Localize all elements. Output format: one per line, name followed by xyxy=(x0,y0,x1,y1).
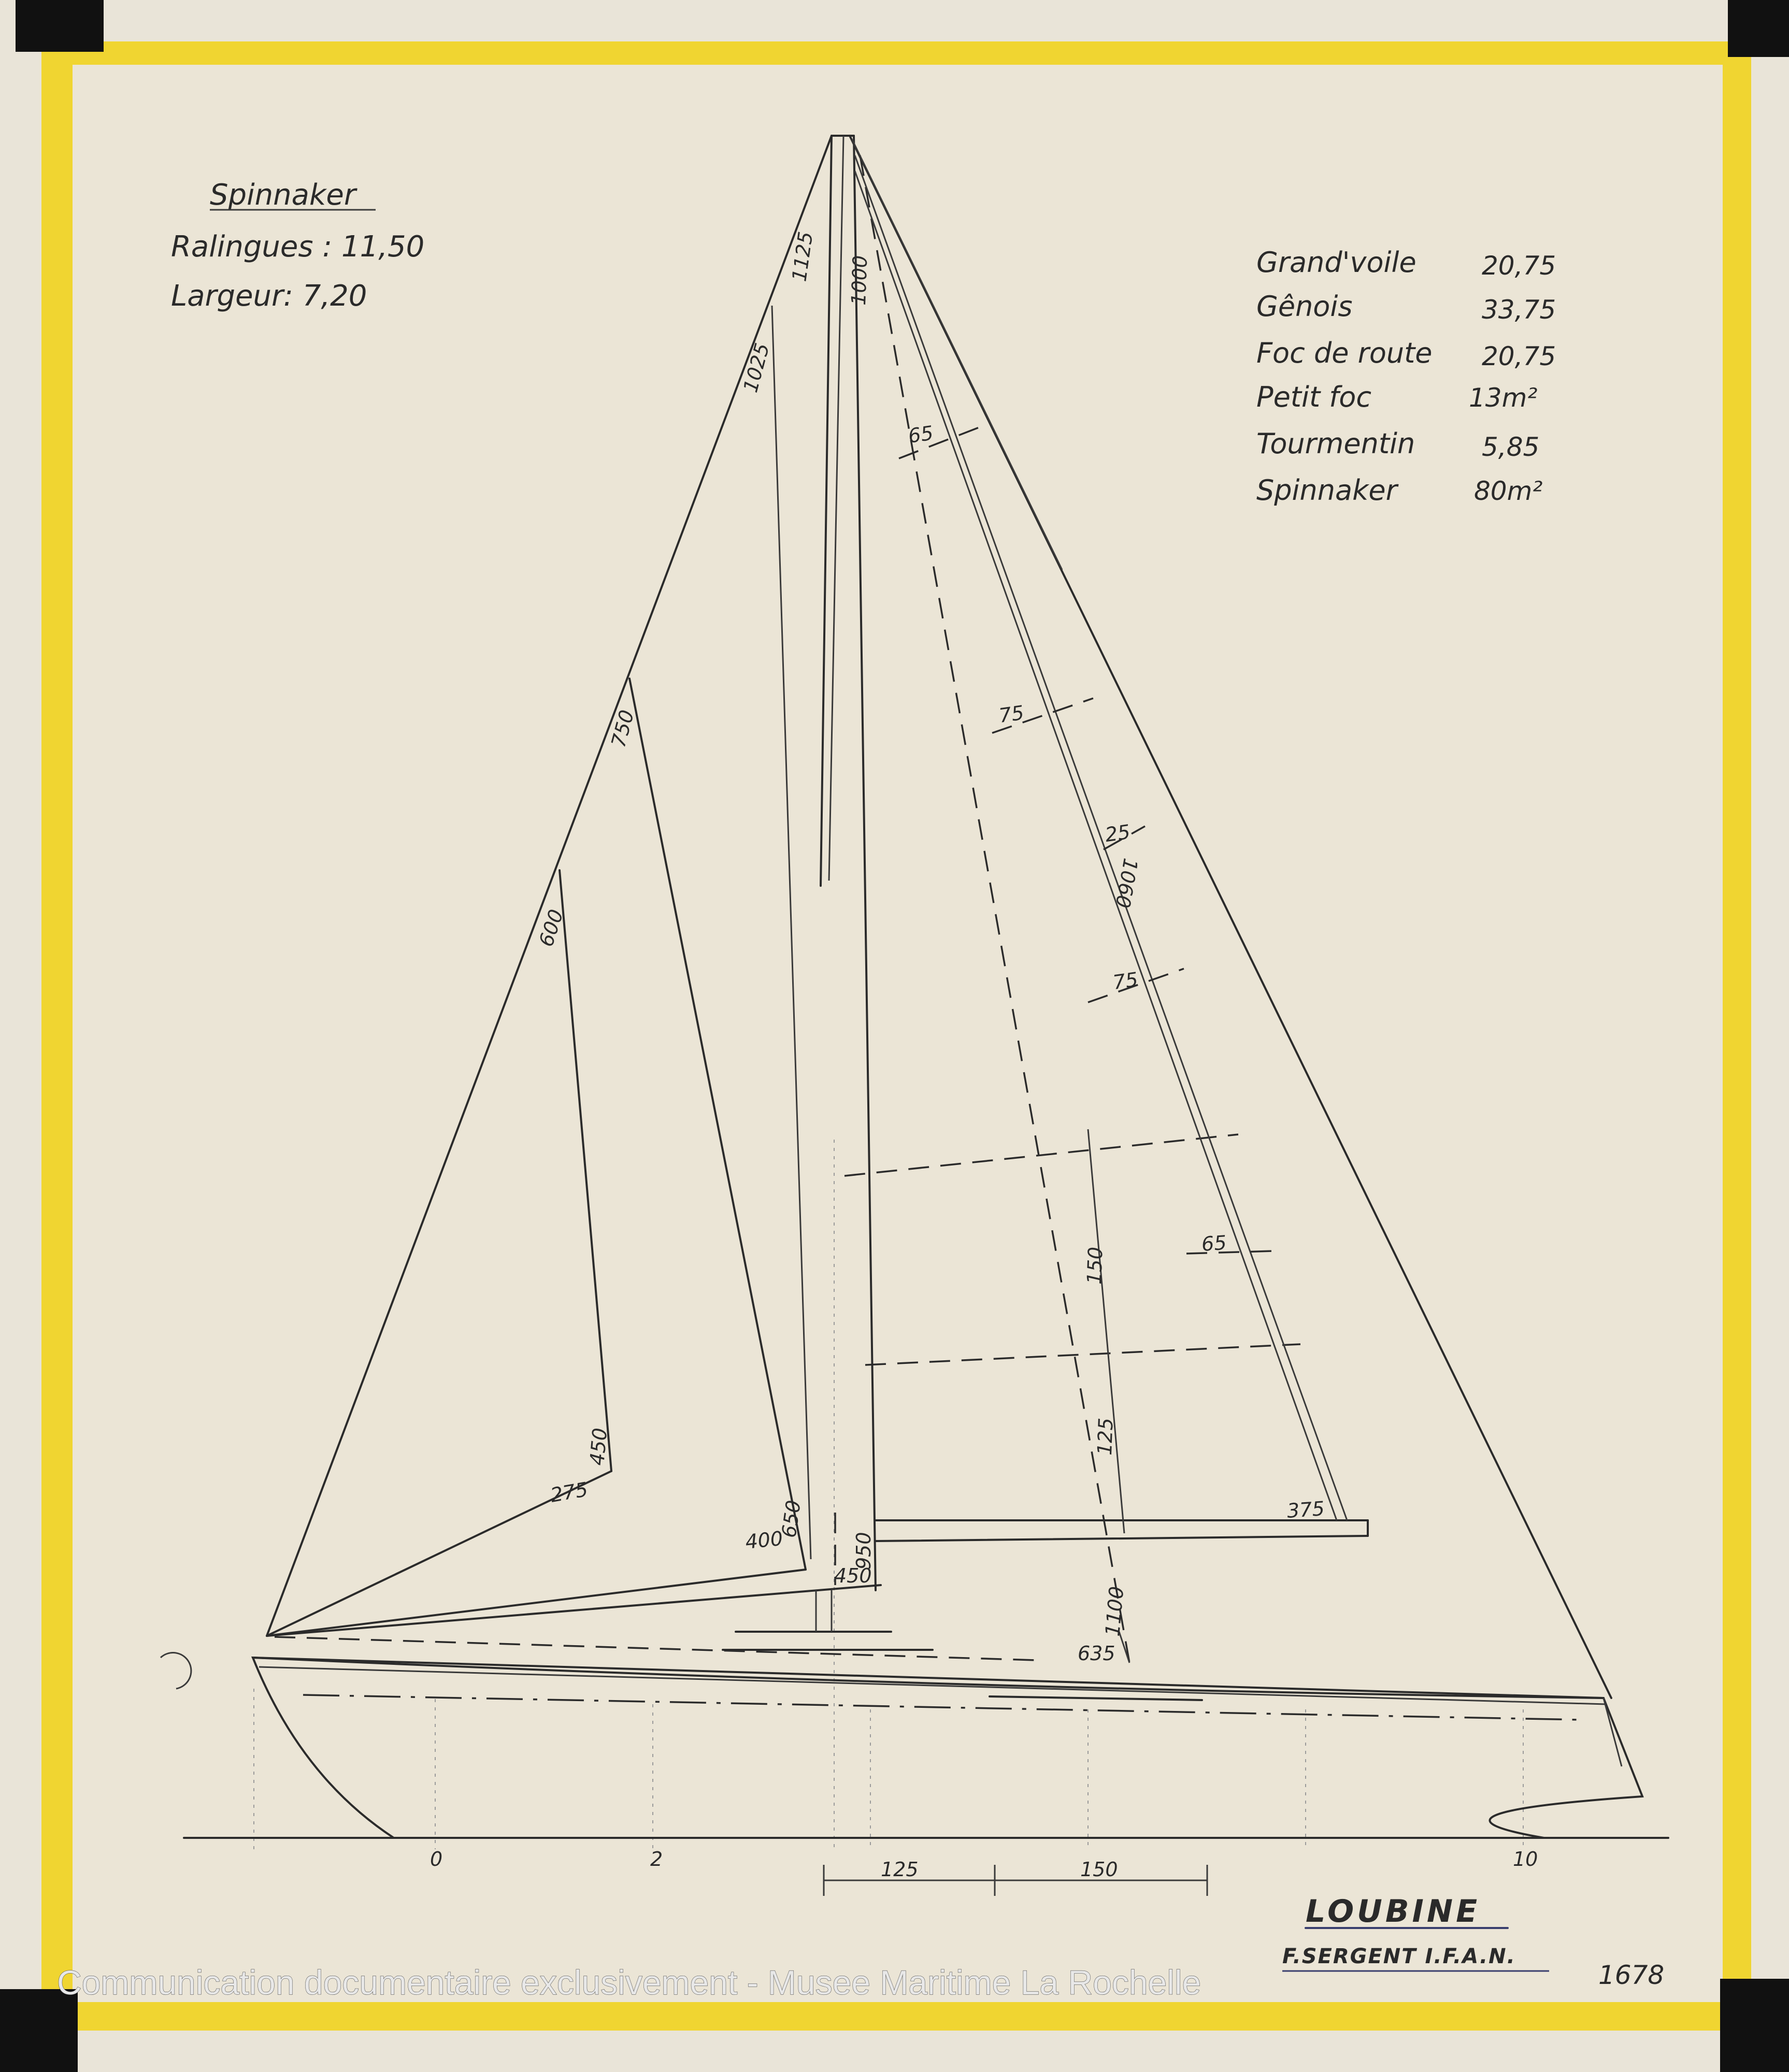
dim-base-125: 125 xyxy=(881,1858,919,1881)
station-label-0: 0 xyxy=(430,1848,443,1870)
dim-375: 375 xyxy=(1286,1497,1325,1522)
sail-name-genois: Gênois xyxy=(1256,290,1353,323)
dim-150-main: 150 xyxy=(1083,1246,1107,1285)
corner-clip-top-right xyxy=(1728,0,1789,57)
sail-name-grandvoile: Grand'voile xyxy=(1256,246,1416,279)
corner-clip-top-left xyxy=(16,0,104,52)
dim-65-top: 65 xyxy=(907,421,935,448)
dim-650: 650 xyxy=(777,1499,806,1539)
dim-1025: 1025 xyxy=(739,340,774,395)
spinnaker-ralingues: Ralingues : 11,50 xyxy=(171,230,425,264)
sail-area-tourmentin: 5,85 xyxy=(1482,432,1540,462)
corner-clip-bottom-right xyxy=(1720,1979,1789,2072)
spinnaker-largeur: Largeur: 7,20 xyxy=(171,279,367,313)
sail-name-petit-foc: Petit foc xyxy=(1256,381,1372,413)
dim-75-lower: 75 xyxy=(1111,968,1140,994)
boat-name: LOUBINE xyxy=(1306,1893,1481,1930)
dim-1060: 1060 xyxy=(1111,856,1142,910)
sail-area-foc-de-route: 20,75 xyxy=(1482,341,1556,371)
dim-600: 600 xyxy=(534,906,568,949)
corner-clip-bottom-left xyxy=(0,1989,78,2072)
dim-25: 25 xyxy=(1104,820,1132,846)
dim-1000: 1000 xyxy=(847,255,872,306)
sail-area-petit-foc: 13m² xyxy=(1469,383,1538,413)
dim-1125: 1125 xyxy=(788,230,818,283)
watermark: Communication documentaire exclusivement - Musee Maritime La Rochelle xyxy=(57,1963,1201,2002)
sail-area-genois: 33,75 xyxy=(1482,295,1556,325)
dim-450-mast: 450 xyxy=(834,1564,872,1587)
dim-635: 635 xyxy=(1078,1642,1115,1665)
station-label-2: 2 xyxy=(650,1848,663,1870)
dim-65-lower: 65 xyxy=(1200,1231,1227,1256)
sail-name-foc-de-route: Foc de route xyxy=(1256,337,1433,369)
dim-450-storm: 450 xyxy=(585,1427,612,1466)
sail-area-grandvoile: 20,75 xyxy=(1482,251,1556,281)
sail-area-spinnaker: 80m² xyxy=(1474,476,1543,506)
spinnaker-title: Spinnaker xyxy=(210,178,356,212)
drawing-number: 1678 xyxy=(1598,1960,1665,1990)
dim-400: 400 xyxy=(744,1527,784,1553)
dim-75-upper: 75 xyxy=(997,701,1026,727)
dim-275: 275 xyxy=(548,1477,590,1507)
dim-125-main: 125 xyxy=(1093,1417,1118,1456)
dim-950: 950 xyxy=(852,1532,875,1570)
designer-name: F.SERGENT I.F.A.N. xyxy=(1282,1945,1516,1968)
dim-1100: 1100 xyxy=(1101,1585,1128,1637)
sail-name-spinnaker: Spinnaker xyxy=(1256,474,1397,507)
dim-base-150: 150 xyxy=(1080,1858,1118,1881)
sail-name-tourmentin: Tourmentin xyxy=(1256,427,1415,460)
dim-750: 750 xyxy=(607,707,639,750)
station-label-10: 10 xyxy=(1513,1848,1538,1870)
paper xyxy=(73,65,1723,2002)
